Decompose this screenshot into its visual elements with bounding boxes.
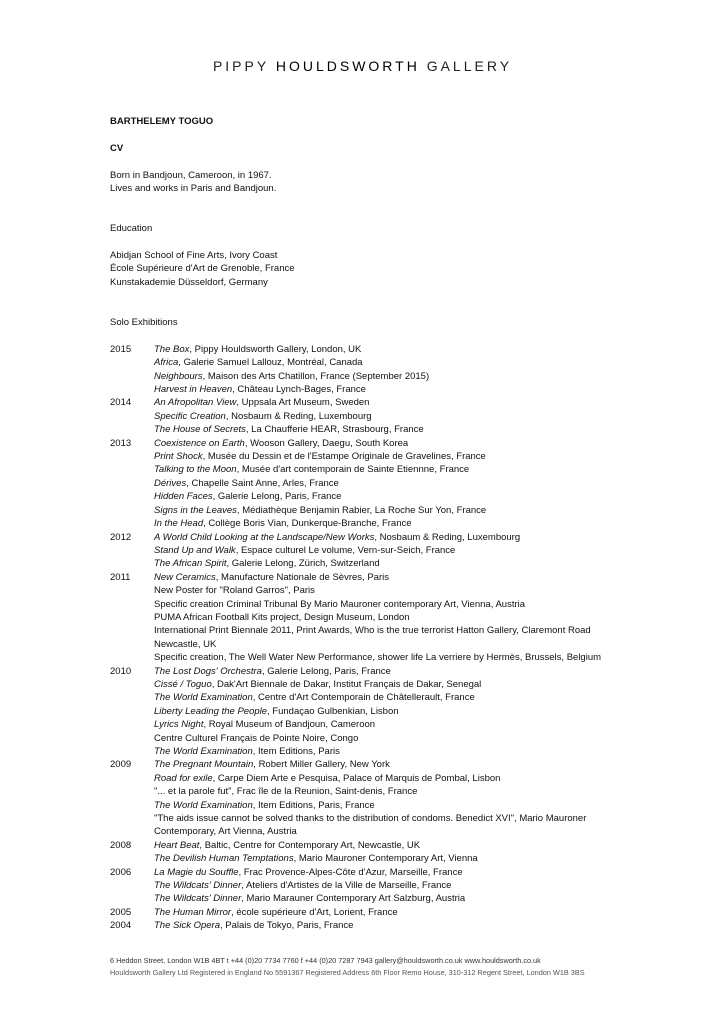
exhibition-venue: , Item Editions, Paris, France	[252, 799, 375, 811]
exhibition-entry	[154, 437, 630, 450]
bio-line: Lives and works in Paris and Bandjoun.	[110, 183, 277, 194]
letterhead-pre: PIPPY	[212, 58, 276, 74]
education-item: Kunstakademie Düsseldorf, Germany	[110, 276, 268, 288]
exhibition-entry	[154, 691, 630, 704]
exhibition-row	[110, 839, 630, 852]
exhibition-entry	[154, 410, 630, 423]
exhibition-year	[110, 718, 154, 731]
exhibition-venue: , Musée du Dessin et de l'Estampe Originale de Gravelines, France	[202, 451, 486, 463]
exhibition-venue: PUMA African Football Kits project, Design Museum, London	[154, 611, 410, 623]
exhibition-row	[110, 504, 630, 517]
exhibition-title: The House of Secrets	[154, 424, 246, 436]
exhibition-venue: , Baltic, Centre for Contemporary Art, Newcastle, UK	[199, 839, 421, 851]
exhibition-entry	[154, 531, 630, 544]
exhibition-year: 2010	[110, 665, 132, 677]
exhibition-title: Signs in the Leaves	[154, 504, 237, 516]
exhibition-entry	[154, 490, 630, 503]
exhibition-venue: , Nosbaum & Reding, Luxembourg	[225, 410, 372, 422]
exhibition-entry	[154, 812, 630, 839]
exhibition-venue: , Espace culturel Le volume, Vern-sur-Seich, France	[235, 544, 456, 556]
exhibition-title: In the Head	[154, 518, 204, 530]
exhibition-row	[110, 665, 630, 678]
exhibition-row	[110, 678, 630, 691]
exhibition-year	[110, 705, 154, 718]
exhibition-year	[110, 383, 154, 396]
exhibition-row	[110, 517, 630, 530]
exhibition-row	[110, 490, 630, 503]
exhibition-entry	[154, 477, 630, 490]
exhibition-entry	[154, 423, 630, 436]
exhibition-venue: , Fundaçao Gulbenkian, Lisbon	[267, 705, 399, 717]
exhibition-entry	[154, 571, 630, 584]
exhibition-year	[110, 356, 154, 369]
exhibition-year	[110, 892, 154, 905]
exhibition-entry	[154, 665, 630, 678]
exhibition-row	[110, 758, 630, 771]
exhibition-row	[110, 557, 630, 570]
exhibition-title: The Box	[154, 343, 190, 355]
exhibition-entry	[154, 370, 630, 383]
exhibition-row	[110, 879, 630, 892]
exhibition-year: 2008	[110, 839, 132, 851]
letterhead-post: GALLERY	[419, 58, 513, 74]
exhibition-entry	[154, 463, 630, 476]
exhibition-venue: , Mario Mauroner Contemporary Art, Vienna	[293, 853, 478, 865]
exhibition-row	[110, 785, 630, 798]
exhibition-year	[110, 852, 154, 865]
exhibition-row	[110, 383, 630, 396]
exhibition-row	[110, 544, 630, 557]
exhibition-title: The Wildcats' Dinner	[154, 893, 242, 905]
exhibition-year	[110, 423, 154, 436]
exhibition-venue: , Item Editions, Paris	[252, 746, 340, 757]
exhibition-row	[110, 584, 630, 597]
exhibition-year	[110, 544, 154, 557]
exhibition-venue: , Royal Museum of Bandjoun, Cameroon	[203, 719, 376, 731]
exhibition-venue: Specific creation Criminal Tribunal By Mario Mauroner contemporary Art, Vienna, Austria	[154, 598, 526, 610]
exhibition-row	[110, 691, 630, 704]
exhibition-entry	[154, 705, 630, 718]
letterhead-footer	[110, 955, 620, 979]
exhibition-venue: , Galerie Lelong, Zürich, Switzerland	[226, 558, 380, 570]
exhibition-row	[110, 651, 630, 664]
exhibition-title: Africa	[154, 357, 179, 369]
cv-body	[110, 115, 630, 933]
exhibition-entry	[154, 852, 630, 865]
exhibition-year	[110, 584, 154, 597]
exhibition-venue: , Uppsala Art Museum, Sweden	[236, 397, 370, 409]
exhibition-year	[110, 732, 154, 745]
exhibition-year: 2013	[110, 437, 132, 449]
exhibition-year: 2009	[110, 759, 132, 771]
exhibition-row	[110, 852, 630, 865]
exhibition-title: The African Spirit	[154, 558, 227, 570]
exhibition-title: Stand Up and Walk	[154, 544, 236, 556]
exhibition-title: A World Child Looking at the Landscape/New Works	[154, 531, 375, 543]
exhibition-venue: , école supérieure d'Art, Lorient, France	[231, 906, 398, 918]
exhibition-title: The Human Mirror	[154, 906, 232, 918]
gallery-letterhead	[0, 58, 725, 74]
exhibition-entry	[154, 678, 630, 691]
exhibition-row	[110, 611, 630, 624]
exhibition-venue: , Palais de Tokyo, Paris, France	[220, 920, 354, 932]
exhibition-entry	[154, 557, 630, 570]
exhibition-venue: , Nosbaum & Reding, Luxembourg	[374, 531, 521, 543]
exhibition-entry	[154, 517, 630, 530]
exhibition-row	[110, 892, 630, 905]
exhibition-year	[110, 557, 154, 570]
exhibition-venue: , Galerie Samuel Lallouz, Montréal, Canada	[178, 357, 363, 369]
exhibition-row	[110, 799, 630, 812]
exhibition-entry	[154, 343, 630, 356]
exhibition-entry	[154, 356, 630, 369]
exhibition-entry	[154, 450, 630, 463]
exhibition-row	[110, 356, 630, 369]
exhibition-venue: International Print Biennale 2011, Print Awards, Who is the true terrorist Hatton Gallery, Claremont Road Newcastle, UK	[154, 625, 591, 650]
exhibition-entry	[154, 504, 630, 517]
exhibition-title: Coexistence on Earth	[154, 437, 245, 449]
exhibition-entry	[154, 919, 630, 932]
exhibition-year: 2011	[110, 571, 131, 583]
exhibition-entry	[154, 892, 630, 905]
exhibition-row	[110, 437, 630, 450]
footer-registration: Houldsworth Gallery Ltd Registered in England No 5591367 Registered Address 6th Floor Remo House, 310-312 Regent Street, London W1B 3BS	[110, 968, 585, 977]
cv-label: CV	[110, 142, 124, 154]
exhibition-venue: , Château Lynch-Bages, France	[232, 384, 366, 396]
exhibition-title: Road for exile	[154, 772, 213, 784]
exhibition-year	[110, 799, 154, 812]
exhibition-venue: , Pippy Houldsworth Gallery, London, UK	[189, 343, 362, 355]
exhibition-row	[110, 598, 630, 611]
exhibition-title: The World Examination	[154, 799, 253, 811]
exhibition-year	[110, 691, 154, 704]
exhibition-venue: , Médiathèque Benjamin Rabier, La Roche Sur Yon, France	[236, 504, 487, 516]
exhibition-year	[110, 879, 154, 892]
exhibition-year	[110, 611, 154, 624]
exhibition-row	[110, 343, 630, 356]
exhibition-venue: , Centre d'Art Contemporain de Châtellerault, France	[252, 692, 475, 704]
exhibition-title: Dérives	[154, 477, 187, 489]
exhibition-entry	[154, 598, 630, 611]
exhibition-row	[110, 718, 630, 731]
exhibition-venue: , La Chaufferie HEAR, Strasbourg, France	[245, 424, 424, 436]
exhibition-entry	[154, 732, 630, 745]
exhibition-year	[110, 598, 154, 611]
exhibition-venue: Centre Culturel Français de Pointe Noire, Congo	[154, 732, 359, 744]
exhibition-year: 2004	[110, 920, 132, 932]
exhibition-entry	[154, 624, 630, 651]
exhibition-row	[110, 370, 630, 383]
exhibition-row	[110, 772, 630, 785]
exhibition-row	[110, 732, 630, 745]
exhibition-venue: , Robert Miller Gallery, New York	[253, 759, 390, 771]
exhibition-title: The Sick Opera	[154, 920, 220, 932]
exhibition-venue: , Carpe Diem Arte e Pesquisa, Palace of Marquis de Pombal, Lisbon	[212, 772, 501, 784]
exhibition-year: 2005	[110, 906, 132, 918]
exhibition-venue: "... et la parole fut", Frac île de la Reunion, Saint-denis, France	[154, 786, 418, 798]
exhibition-venue: , Chapelle Saint Anne, Arles, France	[186, 477, 339, 489]
exhibition-row	[110, 463, 630, 476]
footer-contact: 6 Heddon Street, London W1B 4BT t +44 (0)20 7734 7760 f +44 (0)20 7287 7943 gallery@houldsworth.co.uk www.houldsworth.co.uk	[110, 956, 541, 965]
exhibition-title: The Lost Dogs' Orchestra	[154, 665, 262, 677]
exhibition-year	[110, 678, 154, 691]
exhibition-venue: , Galerie Lelong, Paris, France	[212, 491, 342, 503]
exhibition-title: The Wildcats' Dinner	[154, 880, 242, 892]
exhibition-entry	[154, 866, 630, 879]
letterhead-strong: HOULDSWORTH	[275, 58, 420, 74]
exhibition-row	[110, 624, 630, 651]
exhibition-year: 2015	[110, 343, 132, 355]
education-item: École Supérieure d'Art de Grenoble, France	[110, 263, 295, 275]
exhibition-entry	[154, 906, 630, 919]
exhibition-row	[110, 531, 630, 544]
artist-name: BARTHELEMY TOGUO	[110, 116, 214, 127]
exhibition-venue: , Dak'Art Biennale de Dakar, Institut Français de Dakar, Senegal	[211, 678, 482, 690]
exhibition-year: 2014	[110, 397, 132, 409]
exhibition-title: New Ceramics	[154, 571, 216, 583]
education-heading: Education	[110, 223, 153, 235]
exhibition-entry	[154, 758, 630, 771]
exhibition-entry	[154, 718, 630, 731]
exhibition-year	[110, 504, 154, 517]
exhibition-entry	[154, 839, 630, 852]
exhibition-entry	[154, 396, 630, 409]
exhibition-venue: , Frac Provence-Alpes-Côte d'Azur, Marseille, France	[238, 866, 463, 878]
exhibition-row	[110, 450, 630, 463]
exhibition-row	[110, 745, 630, 758]
exhibition-row	[110, 396, 630, 409]
exhibition-row	[110, 423, 630, 436]
exhibition-year: 2012	[110, 531, 132, 543]
exhibition-entry	[154, 383, 630, 396]
exhibition-entry	[154, 611, 630, 624]
exhibition-row	[110, 410, 630, 423]
exhibition-row	[110, 866, 630, 879]
exhibition-venue: , Collège Boris Vian, Dunkerque-Branche, France	[203, 518, 412, 530]
exhibition-title: Heart Beat	[154, 839, 200, 851]
exhibition-entry	[154, 745, 630, 758]
exhibition-title: Specific Creation	[154, 410, 226, 422]
exhibition-title: The World Examination	[154, 692, 253, 704]
exhibition-title: La Magie du Souffle	[154, 866, 239, 878]
exhibition-title: The Devilish Human Temptations	[154, 853, 294, 865]
exhibition-venue: Specific creation, The Well Water New Performance, shower life La verriere by Hermès, Brussels, Belgium	[154, 652, 602, 664]
exhibition-year	[110, 477, 154, 490]
exhibition-entry	[154, 651, 630, 664]
exhibition-venue: , Manufacture Nationale de Sèvres, Paris	[215, 571, 389, 583]
exhibition-title: The Pregnant Mountain	[154, 759, 254, 771]
education-item: Abidjan School of Fine Arts, Ivory Coast	[110, 250, 278, 261]
exhibition-title: Liberty Leading the People	[154, 705, 268, 717]
exhibition-row	[110, 705, 630, 718]
solo-heading: Solo Exhibitions	[110, 317, 178, 329]
exhibition-entry	[154, 879, 630, 892]
exhibition-year	[110, 463, 154, 476]
exhibition-title: The World Examination	[154, 746, 253, 757]
exhibition-title: Cissé / Toguo	[154, 678, 212, 690]
exhibition-year	[110, 490, 154, 503]
exhibition-year	[110, 370, 154, 383]
exhibition-year	[110, 745, 154, 758]
exhibition-title: Harvest in Heaven	[154, 384, 233, 396]
exhibition-venue: , Ateliers d'Artistes de la Ville de Marseille, France	[241, 880, 452, 892]
exhibition-venue: , Wooson Gallery, Daegu, South Korea	[244, 437, 409, 449]
exhibition-year	[110, 785, 154, 798]
exhibition-title: Neighbours	[154, 370, 203, 382]
bio-line: Born in Bandjoun, Cameroon, in 1967.	[110, 169, 272, 181]
exhibition-year	[110, 624, 154, 651]
exhibition-venue: , Musée d'art contemporain de Sainte Etiennne, France	[236, 464, 470, 476]
exhibition-year	[110, 772, 154, 785]
exhibition-entry	[154, 785, 630, 798]
exhibition-venue: , Galerie Lelong, Paris, France	[261, 665, 391, 677]
exhibition-venue: , Maison des Arts Chatillon, France (September 2015)	[202, 370, 430, 382]
exhibition-year	[110, 812, 154, 839]
exhibition-title: An Afropolitan View	[154, 397, 237, 409]
exhibition-year	[110, 410, 154, 423]
exhibition-title: Hidden Faces	[154, 491, 213, 503]
exhibition-entry	[154, 799, 630, 812]
exhibition-year	[110, 651, 154, 664]
exhibition-venue: , Mario Marauner Contemporary Art Salzburg, Austria	[241, 893, 466, 905]
exhibition-row	[110, 571, 630, 584]
exhibition-entry	[154, 772, 630, 785]
exhibition-entry	[154, 584, 630, 597]
exhibition-entry	[154, 544, 630, 557]
exhibition-year	[110, 517, 154, 530]
exhibition-title: Lyrics Night	[154, 719, 204, 731]
exhibition-venue: "The aids issue cannot be solved thanks to the distribution of condoms. Benedict XVI", Mario Mauroner Contemporary, Art Vienna, Austria	[154, 813, 587, 838]
exhibition-row	[110, 919, 630, 932]
exhibition-venue: New Poster for "Roland Garros", Paris	[154, 585, 315, 597]
exhibition-row	[110, 477, 630, 490]
exhibition-title: Talking to the Moon	[154, 464, 237, 476]
exhibition-year: 2006	[110, 866, 132, 878]
exhibition-row	[110, 906, 630, 919]
exhibition-year	[110, 450, 154, 463]
exhibition-title: Print Shock	[154, 451, 203, 463]
solo-exhibitions-table	[110, 343, 630, 933]
exhibition-row	[110, 812, 630, 839]
